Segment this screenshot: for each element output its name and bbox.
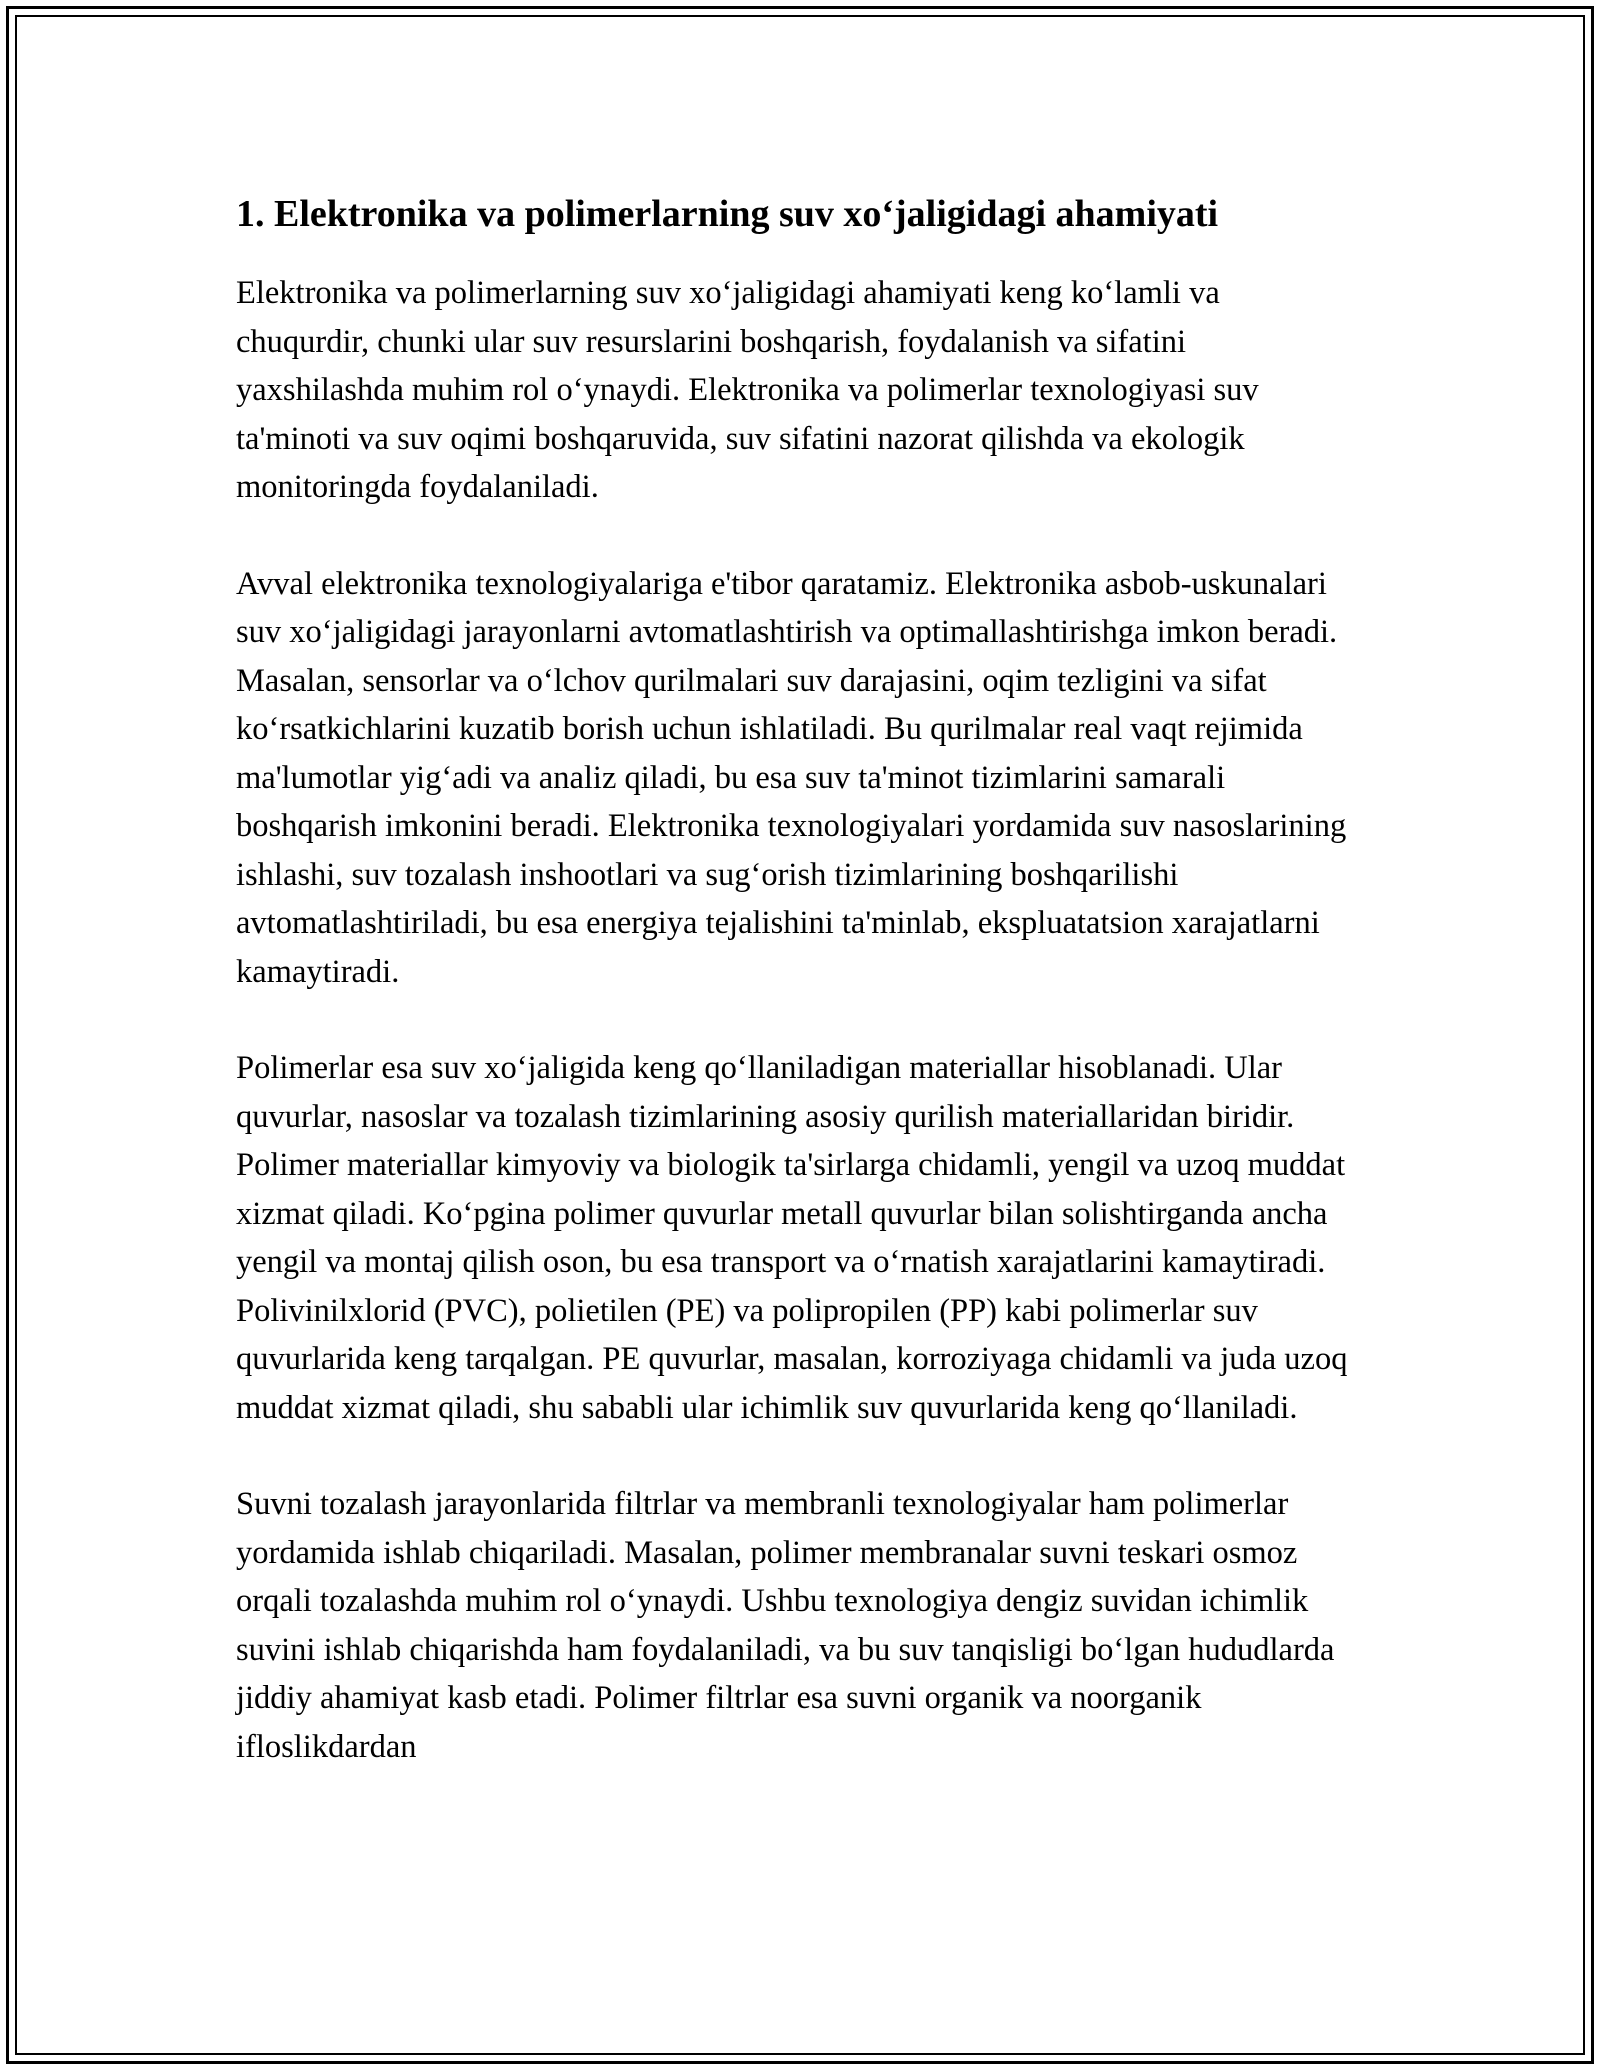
section-title: 1. Elektronika va polimerlarning suv xo‘jaligidagi ahamiyati — [236, 193, 1219, 235]
paragraph-polymers: Polimerlar esa suv xo‘jaligida keng qo‘llaniladigan materiallar hisoblanadi. Ular quvurlar, nasoslar va tozalash tizimlarining asosiy qurilish materiallaridan biridir. Polimer materiallar kimyoviy va biologik ta'sirlarga chidamli, yengil va uzoq muddat xizmat qiladi. Ko‘pgina polimer quvurlar metall quvurlar bilan solishtirganda ancha yengil va montaj qilish oson, bu esa transport va o‘rnatish xarajatlarini kamaytiradi. Polivinilxlorid (PVC), polietilen (PE) va polipropilen (PP) kabi polimerlar suv quvurlarida keng tarqalgan. PE quvurlar, masalan, korroziyaga chidamli va juda uzoq muddat xizmat qiladi, shu sababli ular ichimlik suv quvurlarida keng qo‘llaniladi. — [236, 1050, 1348, 1426]
paragraph-water-treatment: Suvni tozalash jarayonlarida filtrlar va membranli texnologiyalar ham polimerlar yordamida ishlab chiqariladi. Masalan, polimer membranalar suvni teskari osmoz orqali tozalashda muhim rol o‘ynaydi. Ushbu texnologiya dengiz suvidan ichimlik suvini ishlab chiqarishda ham foydalaniladi, va bu suv tanqisligi bo‘lgan hududlarda jiddiy ahamiyat kasb etadi. Polimer filtrlar esa suvni organik va noorganik ifloslikdardan — [236, 1486, 1335, 1765]
paragraph-intro: Elektronika va polimerlarning suv xo‘jaligidagi ahamiyati keng ko‘lamli va chuqurdir, chunki ular suv resurslarini boshqarish, foydalanish va sifatini yaxshilashda muhim rol o‘ynaydi. Elektronika va polimerlar texnologiyasi suv ta'minoti va suv oqimi boshqaruvida, suv sifatini nazorat qilishda va ekologik monitoringda foydalaniladi. — [236, 275, 1259, 505]
paragraph-electronics: Avval elektronika texnologiyalariga e'tibor qaratamiz. Elektronika asbob-uskunalari suv xo‘jaligidagi jarayonlarni avtomatlashtirish va optimallashtirishga imkon beradi. Masalan, sensorlar va o‘lchov qurilmalari suv darajasini, oqim tezligini va sifat ko‘rsatkichlarini kuzatib borish uchun ishlatiladi. Bu qurilmalar real vaqt rejimida ma'lumotlar yig‘adi va analiz qiladi, bu esa suv ta'minot tizimlarini samarali boshqarish imkonini beradi. Elektronika texnologiyalari yordamida suv nasoslarining ishlashi, suv tozalash inshootlari va sug‘orish tizimlarining boshqarilishi avtomatlashtiriladi, bu esa energiya tejalishini ta'minlab, ekspluatatsion xarajatlarni kamaytiradi. — [236, 565, 1347, 990]
document-body — [236, 186, 1360, 1771]
